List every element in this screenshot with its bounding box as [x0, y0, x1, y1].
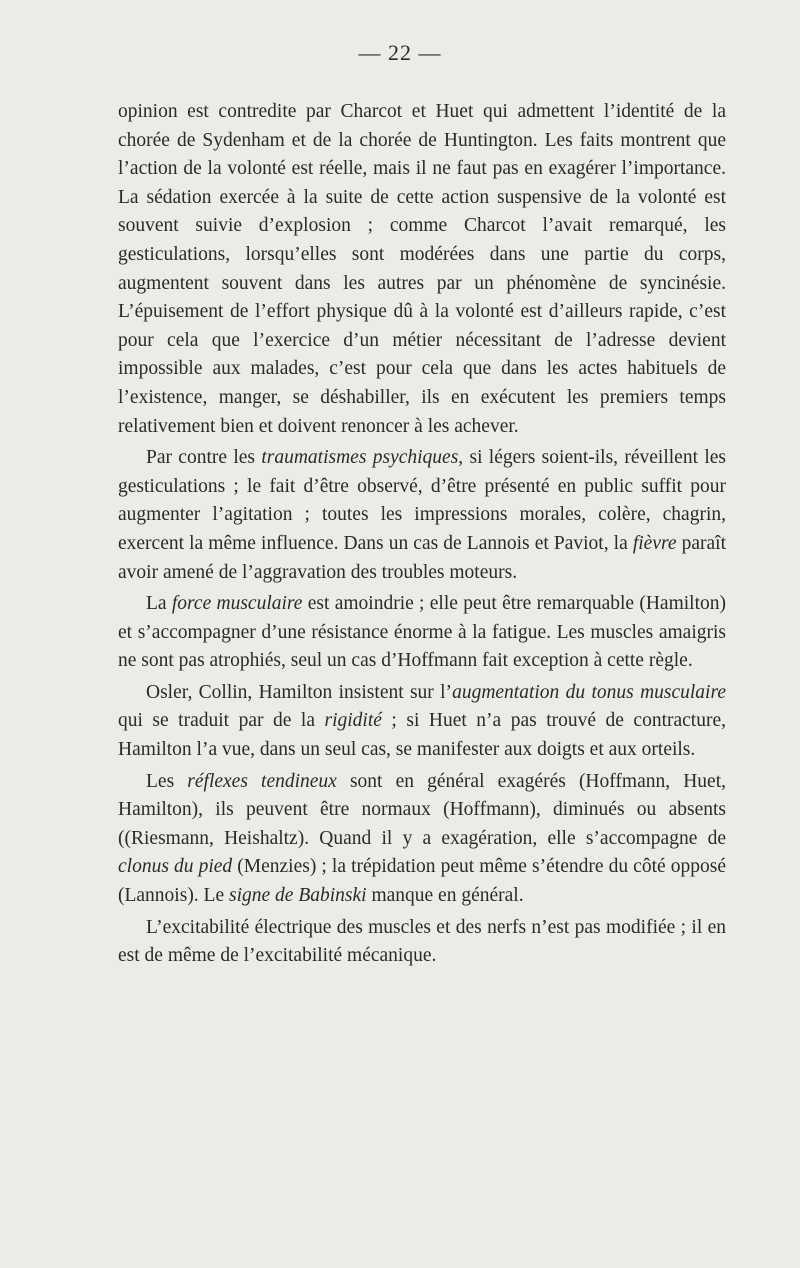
paragraph	[118, 444, 726, 587]
text-run: est amoindrie ; elle peut être remarquable (Hamilton) et s’accompagner d’une résistance énorme à la fatigue. Les muscles amaigris ne sont pas atrophiés, seul un cas d’Hoffmann fait exception à cette règle.	[118, 593, 726, 672]
italic-text: réflexes tendineux	[187, 770, 337, 792]
text-run: L’excitabilité électrique des muscles et des nerfs n’est pas modifiée ; il en est de même de l’excitabilité mécanique.	[118, 916, 726, 967]
italic-text: clonus du pied	[118, 856, 233, 878]
paragraph	[118, 590, 726, 676]
page-number: — 22 —	[358, 40, 442, 65]
italic-text: traumatismes psychiques	[261, 447, 459, 469]
paragraph	[118, 914, 726, 971]
text-run: manque en général.	[366, 885, 524, 907]
paragraph	[118, 679, 726, 765]
text-run: qui se traduit par de la	[118, 710, 325, 732]
italic-text: force musculaire	[171, 593, 303, 615]
text-run: paraît avoir amené de l’aggravation des troubles moteurs.	[118, 532, 726, 583]
paragraph	[118, 98, 726, 441]
italic-text: augmentation du tonus musculaire	[452, 681, 726, 703]
italic-text: signe de Babinski	[229, 885, 367, 907]
paragraph	[118, 768, 726, 911]
text-run: Les	[146, 770, 188, 792]
text-run: ; si Huet n’a pas trouvé de contracture, Hamilton l’a vue, dans un seul cas, se manifester aux doigts et aux orteils.	[118, 710, 726, 761]
italic-text: fièvre	[632, 532, 677, 554]
text-run: Osler, Collin, Hamilton insistent sur l’	[146, 681, 453, 703]
text-run: La	[146, 593, 172, 615]
text-run: opinion est contredite par Charcot et Huet qui admettent l’identité de la chorée de Sydenham et de la chorée de Huntington. Les faits montrent que l’action de la volonté est réelle, mais il ne faut pas en exagérer l’importance. La sédation exercée à la suite de cette action suspensive de la volonté est souvent suivie d’explosion ; comme Charcot l’avait remarqué, les gesticulations, lorsqu’elles sont modérées dans une partie du corps, augmentent souvent dans les autres par un phénomène de syncinésie. L’épuisement de l’effort physique dû à la volonté est d’ailleurs rapide, c’est pour cela que l’exercice d’un métier nécessitant de l’adresse devient impossible aux malades, c’est pour cela que dans les actes habituels de l’existence, manger, se déshabiller, ils en exécutent les premiers temps relativement bien et doivent renoncer à les achever.	[118, 101, 726, 437]
italic-text: rigidité	[324, 710, 382, 732]
body-text	[118, 98, 726, 971]
text-run: sont en général exagérés (Hoffmann, Huet, Hamilton), ils peuvent être normaux (Hoffmann), diminués ou absents ((Riesmann, Heishaltz). Quand il y a exagération, elle s’accompagne de	[118, 770, 726, 849]
text-run: , si légers soient-ils, réveillent les gesticulations ; le fait d’être observé, d’être présenté en public suffit pour augmenter l’agitation ; toutes les impressions morales, colère, chagrin, exercent la même influence. Dans un cas de Lannois et Paviot, la	[118, 447, 726, 554]
text-run: Par contre les	[146, 447, 262, 469]
text-run: (Menzies) ; la trépidation peut même s’étendre du côté opposé (Lannois). Le	[118, 856, 726, 907]
